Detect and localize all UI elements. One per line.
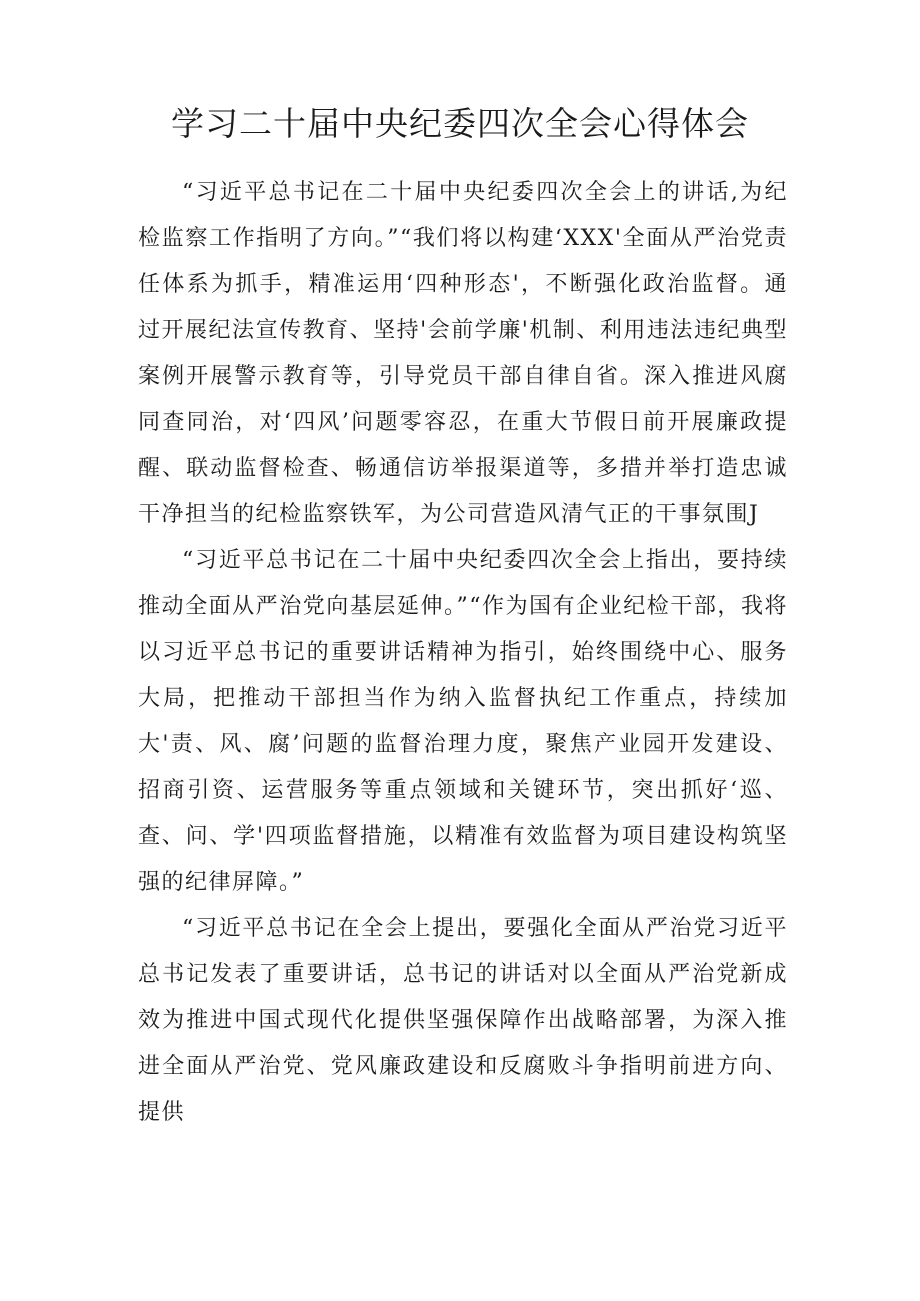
- document-title: 学习二十届中央纪委四次全会心得体会: [171, 104, 749, 143]
- paragraph-3: “习近平总书记在全会上提出，要强化全面从严治党习近平总书记发表了重要讲话，总书记的讲话对以全面从严治党新成效为推进中国式现代化提供坚强保障作出战略部署，为深入推进全面从严治党、党风廉政建设和反腐败斗争指明前进方向、提供: [138, 916, 788, 1125]
- document-body: [138, 170, 788, 1136]
- paragraph-1: “习近平总书记在二十届中央纪委四次全会上的讲话,为纪检监察工作指明了方向。”“我们将以构建‘XXX'全面从严治党责任体系为抓手，精准运用‘四种形态'，不断强化政治监督。通过开展纪法宣传教育、坚持'会前学廉'机制、利用违法违纪典型案例开展警示教育等，引导党员干部自律自省。深入推进风腐同查同治，对‘四风’问题零容忍，在重大节假日前开展廉政提醒、联动监督检查、畅通信访举报渠道等，多措并举打造忠诚干净担当的纪检监察铁军，为公司营造风清气正的干事氛围J: [138, 180, 788, 527]
- paragraph-2: “习近平总书记在二十届中央纪委四次全会上指出，要持续推动全面从严治党向基层延伸。”“作为国有企业纪检干部，我将以习近平总书记的重要讲话精神为指引，始终围绕中心、服务大局，把推动干部担当作为纳入监督执纪工作重点，持续加大'责、风、腐’问题的监督治理力度，聚焦产业园开发建设、招商引资、运营服务等重点领域和关键环节，突出抓好‘巡、查、问、学'四项监督措施，以精准有效监督为项目建设构筑坚强的纪律屏障。”: [138, 548, 788, 895]
